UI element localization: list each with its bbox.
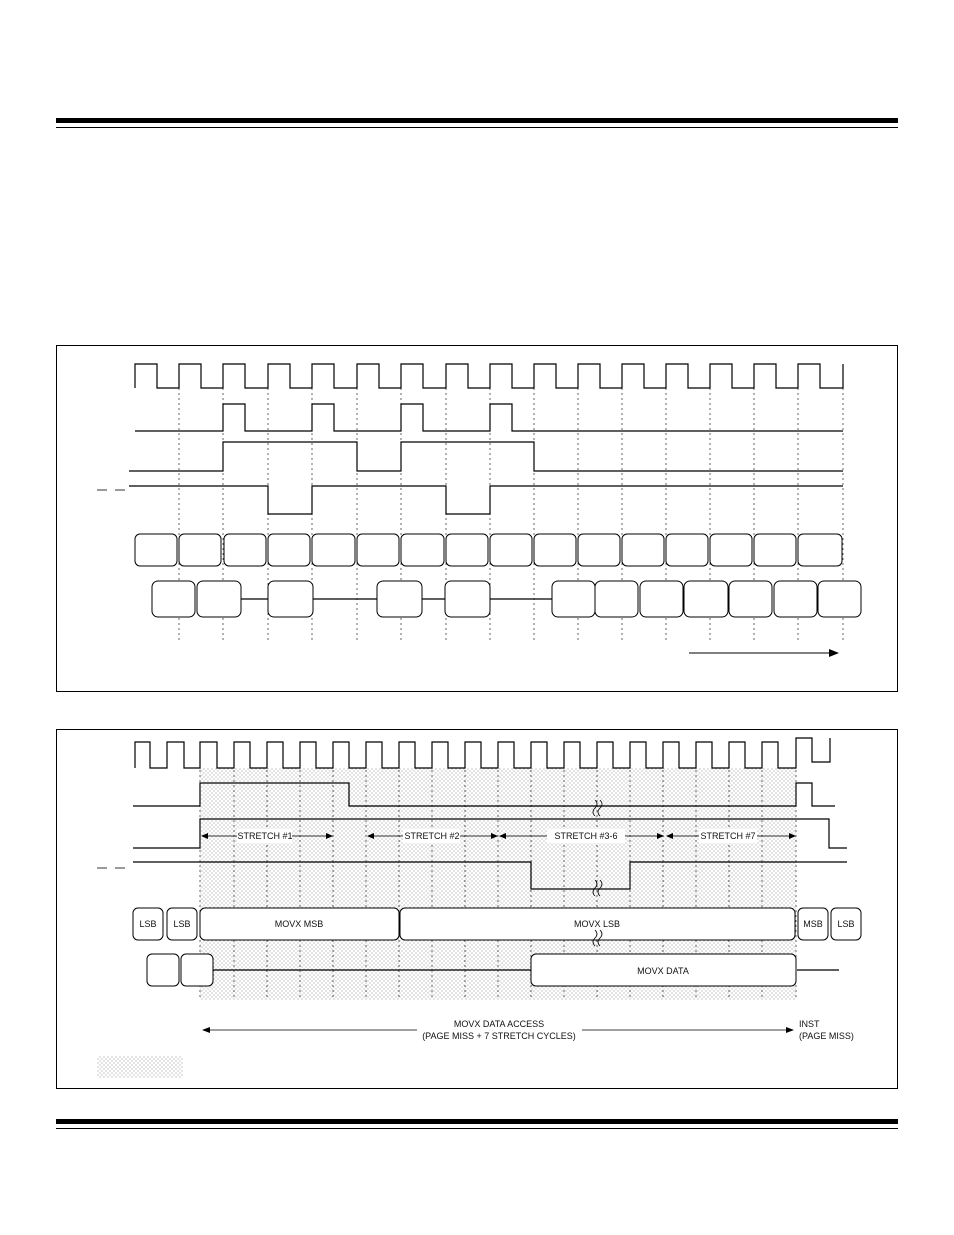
bus-row-1 — [135, 534, 842, 566]
clock-signal-1 — [135, 364, 843, 388]
bus-label-movx-data: MOVX DATA — [637, 966, 689, 976]
bus-label-msb: MSB — [803, 919, 823, 929]
stretch-label-2: STRETCH #2 — [404, 831, 460, 841]
access-label-line1: MOVX DATA ACCESS — [453, 1019, 545, 1029]
bus-row-1-2 — [133, 908, 861, 940]
bus-label-lsb-a: LSB — [139, 919, 157, 929]
header-rule-thick — [56, 118, 898, 123]
clock-signal-2 — [135, 738, 830, 768]
stretch-legend-swatch — [97, 1056, 183, 1078]
level-signal-1 — [129, 442, 843, 471]
inst-label-line1: INST — [799, 1019, 820, 1029]
bus-row-2 — [152, 581, 861, 617]
timing-diagram-1 — [56, 345, 898, 692]
bus-label-lsb-c: LSB — [837, 919, 855, 929]
stretch-label-3-6: STRETCH #3-6 — [554, 831, 618, 841]
footer-rule-thick — [56, 1119, 898, 1124]
timing-diagram-2 — [56, 729, 898, 1089]
bus-label-movx-lsb: MOVX LSB — [573, 919, 621, 929]
pulse-signal-1 — [135, 404, 843, 431]
stretch-label-1: STRETCH #1 — [237, 831, 293, 841]
header-rule-thin — [56, 127, 898, 128]
bus-label-movx-msb: MOVX MSB — [274, 919, 324, 929]
time-arrow — [689, 649, 839, 657]
stretch-label-7: STRETCH #7 — [700, 831, 756, 841]
inst-label-line2: (PAGE MISS) — [799, 1031, 854, 1041]
active-low-signal-1 — [129, 486, 843, 514]
access-label-line2: (PAGE MISS + 7 STRETCH CYCLES) — [422, 1031, 576, 1041]
bus-label-lsb-b: LSB — [173, 919, 191, 929]
footer-rule-thin — [56, 1128, 898, 1129]
